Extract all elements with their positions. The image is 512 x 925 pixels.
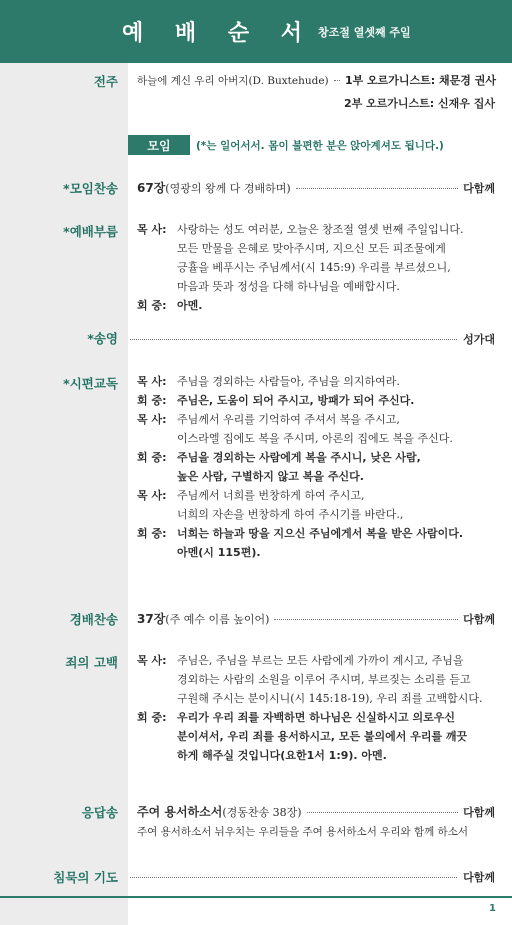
label-silent-prayer: 침묵의 기도 (53, 870, 118, 885)
prelude-title: 하늘에 계신 우리 아버지(D. Buxtehude) (137, 75, 329, 87)
dialogue-line (137, 727, 497, 746)
speaker-label (137, 239, 177, 258)
doxology-row (128, 331, 495, 347)
dialogue-line (137, 689, 497, 708)
dialogue-text: 이스라엘 집에도 복을 주시며, 아론의 집에도 복을 주신다. (177, 432, 453, 445)
leader-dots (130, 339, 457, 340)
dialogue-line (137, 429, 497, 448)
section-note: (*는 일어서서. 몸이 불편한 분은 앉아계셔도 됩니다.) (196, 140, 444, 152)
opening-hymn-number: 67장 (137, 181, 166, 195)
opening-hymn-row (137, 179, 495, 196)
dialogue-line (137, 524, 497, 543)
dialogue-line (137, 220, 497, 239)
speaker-label: 목 사: (137, 654, 167, 667)
dialogue-line (137, 746, 497, 765)
dialogue-text: 아멘(시 115편). (177, 546, 261, 559)
dialogue-line (137, 543, 497, 562)
speaker-label (137, 258, 177, 277)
dialogue-line (137, 277, 497, 296)
speaker-label: 회 중: (137, 451, 167, 464)
dialogue-text: 높은 사람, 구별하지 않고 복을 주신다. (177, 470, 364, 483)
speaker-label: 회 중: (137, 711, 167, 724)
speaker-label: 목 사: (137, 413, 167, 426)
page-number: 1 (489, 903, 496, 914)
speaker-label (137, 727, 177, 746)
dialogue-text: 구원해 주시는 분이시니(시 145:18-19), 우리 죄를 고백합시다. (177, 692, 483, 705)
label-call-to-worship: *예배부름 (63, 224, 118, 239)
speaker-label (137, 429, 177, 448)
label-psalter: *시편교독 (63, 376, 118, 391)
dialogue-text: 너희는 하늘과 땅을 지으신 주님에게서 복을 받은 사람이다. (177, 527, 464, 540)
dialogue-text: 주님은, 도움이 되어 주시고, 방패가 되어 주신다. (177, 394, 415, 407)
label-doxology: *송영 (87, 331, 118, 346)
dialogue-text: 경외하는 사람의 소원을 이루어 주시며, 부르짖는 소리를 듣고 (177, 673, 471, 686)
label-response: 응답송 (81, 805, 118, 820)
hymn2-title: (주 예수 이름 높이어) (165, 613, 270, 626)
dialogue-line (137, 391, 497, 410)
dialogue-line (137, 505, 497, 524)
label-opening-hymn: *모임찬송 (63, 181, 118, 196)
speaker-label (137, 505, 177, 524)
dialogue-line (137, 708, 497, 727)
page-subtitle: 창조절 열셋째 주일 (318, 25, 411, 39)
speaker-label (137, 277, 177, 296)
dialogue-text: 주님께서 너희를 번창하게 하여 주시고, (177, 489, 365, 502)
dialogue-text: 모든 만물을 은혜로 맞아주시며, 지으신 모든 피조물에게 (177, 242, 446, 255)
dialogue-line (137, 372, 497, 391)
page-title: 예 배 순 서 (122, 21, 314, 46)
hymn2-number: 37장 (137, 612, 166, 626)
speaker-label (137, 689, 177, 708)
hymn2-row (137, 610, 495, 627)
dialogue-text: 하게 해주실 것입니다(요한1서 1:9). 아멘. (177, 749, 387, 762)
label-prelude: 전주 (93, 74, 118, 89)
dialogue-text: 주님을 경외하는 사람에게 복을 주시니, 낮은 사람, (177, 451, 421, 464)
response-title: 주여 용서하소서 (137, 805, 223, 819)
dialogue-text: 주님을 경외하는 사람들아, 주님을 의지하여라. (177, 375, 400, 388)
dialogue-text: 사랑하는 성도 여러분, 오늘은 창조절 열셋 번째 주일입니다. (177, 223, 464, 236)
response-who: 다함께 (463, 806, 495, 819)
speaker-label (137, 467, 177, 486)
dialogue-line (137, 239, 497, 258)
section-tag-gathering: 모임 (128, 135, 190, 155)
dialogue-text: 아멘. (177, 299, 203, 312)
confession-dialogue (137, 651, 497, 765)
speaker-label: 목 사: (137, 375, 167, 388)
speaker-label (137, 670, 177, 689)
label-hymn2: 경배찬송 (69, 612, 118, 627)
dialogue-line (137, 258, 497, 277)
doxology-who: 성가대 (463, 333, 495, 346)
opening-hymn-who: 다함께 (463, 182, 495, 195)
response-ref: (경동찬송 38장) (222, 806, 302, 819)
dialogue-text: 주님께서 우리를 기억하여 주셔서 복을 주시고, (177, 413, 400, 426)
prelude-performer-1: 1부 오르가니스트: 채문경 권사 (344, 74, 496, 87)
leader-dots (307, 812, 459, 813)
page-header (0, 0, 512, 63)
hymn2-who: 다함께 (463, 613, 495, 626)
speaker-label: 회 중: (137, 394, 167, 407)
speaker-label: 회 중: (137, 527, 167, 540)
speaker-label (137, 543, 177, 562)
response-text: 주여 용서하소서 뉘우치는 우리들을 주여 용서하소서 우리와 함께 하소서 (137, 826, 468, 838)
prelude-row (137, 72, 496, 88)
dialogue-text: 우리가 우리 죄를 자백하면 하나님은 신실하시고 의로우신 (177, 711, 455, 724)
psalter-dialogue (137, 372, 497, 562)
sidebar-band (0, 0, 128, 925)
opening-hymn-title: (영광의 왕께 다 경배하며) (165, 182, 291, 195)
dialogue-line (137, 467, 497, 486)
silent-prayer-who: 다함께 (463, 871, 495, 884)
footer-rule (0, 896, 512, 898)
dialogue-line (137, 486, 497, 505)
speaker-label: 목 사: (137, 223, 167, 236)
dialogue-text: 주님은, 주님을 부르는 모든 사람에게 가까이 계시고, 주님을 (177, 654, 464, 667)
dialogue-line (137, 296, 497, 315)
dialogue-line (137, 410, 497, 429)
dialogue-text: 긍휼을 베푸시는 주님께서(시 145:9) 우리를 부르셨으니, (177, 261, 451, 274)
dialogue-line (137, 670, 497, 689)
leader-dots (296, 188, 458, 189)
dialogue-line (137, 448, 497, 467)
dialogue-text: 분이셔서, 우리 죄를 용서하시고, 모든 불의에서 우리를 깨끗 (177, 730, 468, 743)
speaker-label: 목 사: (137, 489, 167, 502)
speaker-label: 회 중: (137, 299, 167, 312)
response-row (137, 803, 495, 820)
leader-dots (334, 80, 340, 81)
call-to-worship-dialogue (137, 220, 497, 315)
dialogue-text: 너희의 자손을 번창하게 하여 주시기를 바란다., (177, 508, 404, 521)
leader-dots (274, 619, 458, 620)
speaker-label (137, 746, 177, 765)
dialogue-text: 마음과 뜻과 정성을 다해 하나님을 예배합시다. (177, 280, 400, 293)
leader-dots (130, 877, 457, 878)
prelude-performer-2: 2부 오르가니스트: 신재우 집사 (343, 97, 495, 110)
label-confession: 죄의 고백 (65, 655, 118, 670)
dialogue-line (137, 651, 497, 670)
silent-prayer-row (128, 869, 495, 885)
